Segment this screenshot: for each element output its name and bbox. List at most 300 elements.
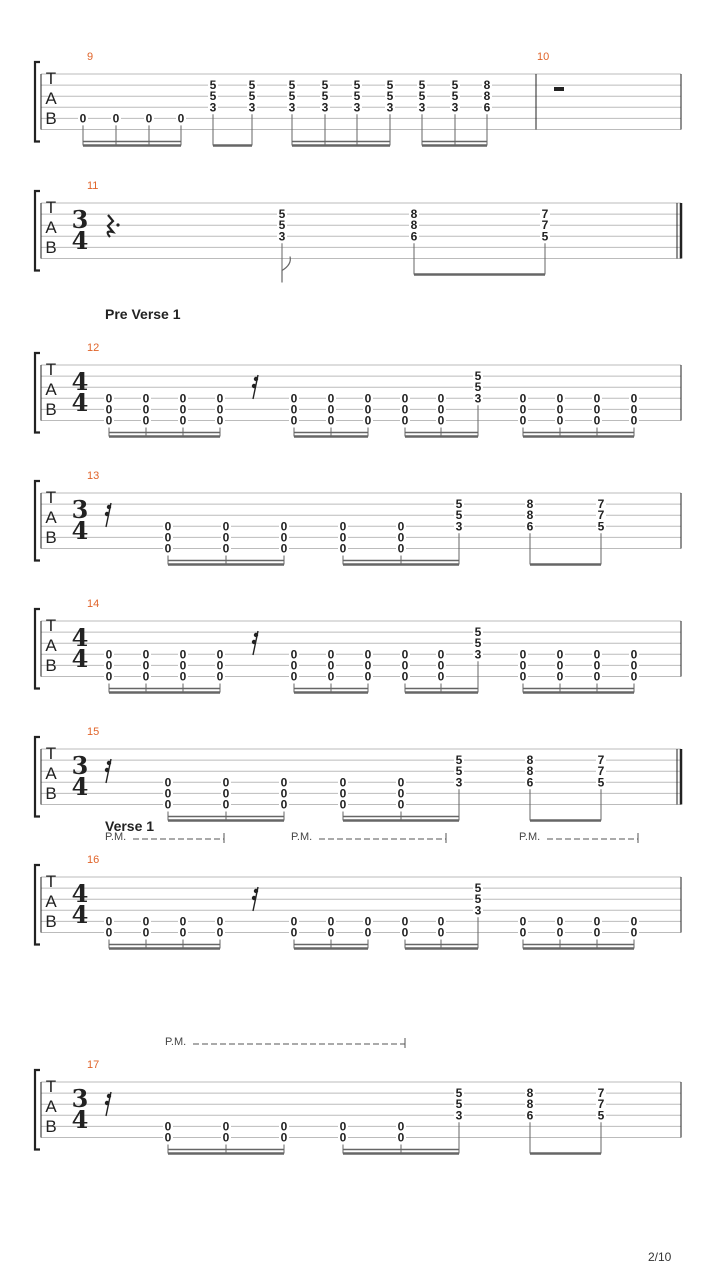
tab-clef-letter: A [45,764,57,783]
fret-number: 5 [209,89,217,104]
fret-number: 0 [216,391,224,406]
sixteenth-rest-dot [254,889,258,893]
fret-number: 0 [290,658,298,673]
fret-number: 5 [288,78,296,93]
fret-number: 0 [339,519,347,534]
fret-number: 5 [278,207,286,222]
fret-number: 5 [288,89,296,104]
fret-number: 5 [474,380,482,395]
time-signature-denominator: 4 [71,772,89,801]
measure-number: 14 [87,598,100,610]
fret-number: 0 [437,914,445,929]
sixteenth-rest-dot [254,377,258,381]
fret-number: 0 [593,391,601,406]
fret-number: 0 [556,402,564,417]
staff-system [35,353,681,437]
fret-number: 3 [474,391,482,406]
fret-number: 0 [397,1130,405,1145]
palm-mute-label: P.M. [105,831,127,843]
fret-number: 0 [364,925,372,940]
time-signature-numerator: 3 [71,205,89,234]
time-signature-numerator: 3 [71,751,89,780]
fret-number: 5 [455,508,463,523]
fret-number: 3 [353,100,361,115]
fret-number: 3 [278,229,286,244]
fret-number: 3 [248,100,256,115]
time-signature-numerator: 4 [71,623,89,652]
fret-number: 0 [327,914,335,929]
quarter-rest [108,215,113,237]
fret-number: 5 [386,89,394,104]
fret-number: 3 [418,100,426,115]
sixteenth-rest-dot [252,896,256,900]
sixteenth-rest-dot [252,640,256,644]
fret-number: 0 [401,914,409,929]
fret-number: 0 [630,669,638,684]
fret-number: 3 [321,100,329,115]
fret-number: 0 [290,402,298,417]
fret-number: 0 [519,658,527,673]
fret-number: 7 [597,508,605,523]
time-signature-denominator: 4 [71,388,89,417]
fret-number: 0 [630,925,638,940]
fret-number: 5 [321,78,329,93]
fret-number: 0 [630,413,638,428]
fret-number: 0 [630,914,638,929]
tab-clef-letter: T [45,872,57,891]
fret-number: 0 [556,658,564,673]
fret-number: 8 [526,508,534,523]
fret-number: 0 [142,925,150,940]
fret-number: 0 [216,413,224,428]
fret-number: 0 [290,647,298,662]
fret-number: 0 [164,519,172,534]
fret-number: 0 [105,413,113,428]
staff-system [35,737,681,821]
fret-number: 0 [556,914,564,929]
fret-number: 0 [216,402,224,417]
fret-number: 5 [597,519,605,534]
fret-number: 0 [519,391,527,406]
measure-number: 11 [87,180,99,192]
fret-number: 7 [597,497,605,512]
tab-clef-letter: B [45,784,57,803]
fret-number: 5 [455,1097,463,1112]
fret-number: 0 [179,391,187,406]
fret-number: 3 [386,100,394,115]
fret-number: 0 [401,669,409,684]
fret-number: 0 [280,541,288,556]
fret-number: 0 [179,658,187,673]
fret-number: 0 [437,413,445,428]
measure-number: 10 [537,51,550,63]
time-signature-numerator: 4 [71,879,89,908]
fret-number: 0 [556,391,564,406]
fret-number: 6 [526,1108,534,1123]
measure-number: 15 [87,726,100,738]
fret-number: 0 [79,111,87,126]
fret-number: 8 [526,497,534,512]
fret-number: 0 [142,647,150,662]
fret-number: 5 [597,775,605,790]
fret-number: 0 [593,669,601,684]
tab-clef-letter: T [45,69,57,88]
fret-number: 0 [216,914,224,929]
fret-number: 0 [593,658,601,673]
fret-number: 5 [418,78,426,93]
fret-number: 0 [142,658,150,673]
fret-number: 0 [280,530,288,545]
tab-clef-letter: A [45,218,57,237]
measure-number: 12 [87,342,100,354]
fret-number: 5 [455,753,463,768]
fret-number: 0 [339,530,347,545]
fret-number: 7 [541,207,549,222]
fret-number: 0 [401,925,409,940]
time-signature-numerator: 4 [71,367,89,396]
fret-number: 0 [401,647,409,662]
page-number: 2/10 [648,1250,672,1264]
fret-number: 0 [519,914,527,929]
fret-number: 0 [437,402,445,417]
time-signature-denominator: 4 [71,226,89,255]
fret-number: 0 [519,647,527,662]
fret-number: 0 [397,797,405,812]
system-bracket [35,865,40,945]
fret-number: 0 [164,1119,172,1134]
fret-number: 0 [216,925,224,940]
fret-number: 8 [526,1097,534,1112]
fret-number: 5 [353,89,361,104]
fret-number: 0 [437,647,445,662]
fret-number: 0 [339,775,347,790]
fret-number: 5 [474,636,482,651]
fret-number: 0 [593,402,601,417]
fret-number: 0 [339,1130,347,1145]
fret-number: 0 [327,647,335,662]
fret-number: 0 [364,658,372,673]
fret-number: 0 [280,775,288,790]
fret-number: 5 [455,764,463,779]
tab-clef-letter: A [45,89,57,108]
fret-number: 0 [179,914,187,929]
fret-number: 5 [474,892,482,907]
tab-clef-letter: B [45,1117,57,1136]
fret-number: 0 [556,925,564,940]
fret-number: 0 [364,413,372,428]
tab-clef-letter: T [45,360,57,379]
fret-number: 0 [630,658,638,673]
fret-number: 5 [321,89,329,104]
sixteenth-rest-dot [107,1094,111,1098]
tab-clef-letter: B [45,109,57,128]
fret-number: 0 [364,402,372,417]
fret-number: 0 [519,402,527,417]
fret-number: 0 [397,1119,405,1134]
fret-number: 5 [451,89,459,104]
fret-number: 0 [290,413,298,428]
fret-number: 7 [597,1086,605,1101]
tab-clef-letter: B [45,656,57,675]
section-title: Verse 1 [105,818,155,834]
fret-number: 0 [556,647,564,662]
fret-number: 5 [248,78,256,93]
system-bracket [35,1070,40,1150]
palm-mute-label: P.M. [165,1036,187,1048]
fret-number: 0 [556,413,564,428]
time-signature-denominator: 4 [71,644,89,673]
fret-number: 3 [474,903,482,918]
fret-number: 3 [474,647,482,662]
fret-number: 0 [179,402,187,417]
fret-number: 0 [401,391,409,406]
sixteenth-rest-dot [105,768,109,772]
fret-number: 3 [209,100,217,115]
fret-number: 0 [519,925,527,940]
fret-number: 0 [327,658,335,673]
fret-number: 0 [280,519,288,534]
fret-number: 0 [179,669,187,684]
fret-number: 3 [288,100,296,115]
sixteenth-rest-dot [105,512,109,516]
fret-number: 0 [142,413,150,428]
fret-number: 0 [142,914,150,929]
fret-number: 0 [290,914,298,929]
section-title: Pre Verse 1 [105,306,181,322]
fret-number: 0 [327,669,335,684]
fret-number: 0 [222,1130,230,1145]
fret-number: 8 [483,89,491,104]
fret-number: 3 [451,100,459,115]
palm-mute-label: P.M. [291,831,313,843]
fret-number: 0 [556,669,564,684]
fret-number: 0 [179,925,187,940]
fret-number: 0 [164,797,172,812]
fret-number: 0 [593,914,601,929]
fret-number: 0 [339,797,347,812]
fret-number: 0 [222,775,230,790]
fret-number: 0 [164,530,172,545]
fret-number: 6 [526,519,534,534]
fret-number: 0 [105,658,113,673]
fret-number: 3 [455,519,463,534]
staff-system [35,191,681,283]
fret-number: 0 [105,925,113,940]
palm-mute-label: P.M. [519,831,541,843]
fret-number: 0 [401,658,409,673]
fret-number: 0 [280,1119,288,1134]
fret-number: 8 [410,218,418,233]
fret-number: 0 [630,402,638,417]
fret-number: 0 [401,413,409,428]
fret-number: 0 [105,669,113,684]
fret-number: 5 [248,89,256,104]
measure-number: 16 [87,854,100,866]
fret-number: 0 [216,647,224,662]
system-bracket [35,609,40,689]
rest-dot [116,223,119,226]
fret-number: 0 [164,1130,172,1145]
fret-number: 5 [474,881,482,896]
sixteenth-rest-dot [252,384,256,388]
fret-number: 0 [519,669,527,684]
fret-number: 0 [179,647,187,662]
sixteenth-rest-dot [107,505,111,509]
fret-number: 5 [353,78,361,93]
time-signature-denominator: 4 [71,900,89,929]
fret-number: 5 [455,1086,463,1101]
fret-number: 0 [290,391,298,406]
fret-number: 6 [410,229,418,244]
fret-number: 0 [177,111,185,126]
fret-number: 0 [216,658,224,673]
fret-number: 0 [105,647,113,662]
staff-system [35,609,681,693]
time-signature-numerator: 3 [71,1084,89,1113]
tab-clef-letter: B [45,238,57,257]
fret-number: 0 [397,775,405,790]
fret-number: 5 [455,497,463,512]
fret-number: 0 [437,658,445,673]
fret-number: 0 [397,519,405,534]
fret-number: 0 [164,775,172,790]
fret-number: 0 [327,391,335,406]
time-signature-denominator: 4 [71,1105,89,1134]
fret-number: 8 [526,1086,534,1101]
fret-number: 0 [142,402,150,417]
fret-number: 5 [278,218,286,233]
sixteenth-rest-dot [254,633,258,637]
fret-number: 0 [327,402,335,417]
fret-number: 0 [145,111,153,126]
staff-system [35,481,681,565]
tab-clef-letter: A [45,380,57,399]
system-bracket [35,481,40,561]
fret-number: 3 [455,775,463,790]
tab-clef-letter: T [45,198,57,217]
fret-number: 5 [209,78,217,93]
tab-clef-letter: A [45,508,57,527]
fret-number: 0 [164,786,172,801]
tab-clef-letter: T [45,488,57,507]
sixteenth-rest-dot [105,1101,109,1105]
fret-number: 0 [142,391,150,406]
fret-number: 0 [339,1119,347,1134]
measure-number: 17 [87,1059,100,1071]
fret-number: 0 [364,914,372,929]
tab-clef-letter: T [45,1077,57,1096]
tab-clef-letter: A [45,892,57,911]
fret-number: 0 [437,925,445,940]
tab-clef-letter: T [45,744,57,763]
staff-system [35,833,681,949]
fret-number: 6 [483,100,491,115]
fret-number: 5 [597,1108,605,1123]
measure-number: 13 [87,470,100,482]
fret-number: 0 [327,925,335,940]
fret-number: 0 [105,391,113,406]
system-bracket [35,353,40,433]
fret-number: 8 [526,764,534,779]
fret-number: 0 [222,1119,230,1134]
fret-number: 0 [280,786,288,801]
system-bracket [35,737,40,817]
fret-number: 0 [630,647,638,662]
fret-number: 0 [222,519,230,534]
fret-number: 0 [401,402,409,417]
fret-number: 0 [437,669,445,684]
tab-clef-letter: B [45,912,57,931]
fret-number: 0 [397,786,405,801]
fret-number: 5 [474,625,482,640]
fret-number: 7 [597,1097,605,1112]
measure-number: 9 [87,51,94,63]
tab-clef-letter: B [45,400,57,419]
fret-number: 0 [222,786,230,801]
fret-number: 8 [410,207,418,222]
fret-number: 0 [437,391,445,406]
tab-clef-letter: B [45,528,57,547]
fret-number: 0 [280,1130,288,1145]
fret-number: 0 [280,797,288,812]
fret-number: 0 [222,541,230,556]
fret-number: 0 [105,914,113,929]
fret-number: 8 [483,78,491,93]
tab-clef-letter: A [45,1097,57,1116]
fret-number: 7 [597,753,605,768]
fret-number: 0 [222,530,230,545]
fret-number: 0 [290,925,298,940]
note-flag [282,257,290,283]
time-signature-numerator: 3 [71,495,89,524]
system-bracket [35,191,40,271]
fret-number: 0 [593,413,601,428]
staff-system [35,1038,681,1154]
fret-number: 0 [364,391,372,406]
tab-clef-letter: T [45,616,57,635]
system-bracket [35,62,40,142]
fret-number: 0 [519,413,527,428]
fret-number: 0 [630,391,638,406]
fret-number: 0 [290,669,298,684]
fret-number: 0 [179,413,187,428]
fret-number: 6 [526,775,534,790]
fret-number: 3 [455,1108,463,1123]
fret-number: 8 [526,753,534,768]
fret-number: 7 [597,764,605,779]
tab-clef-letter: A [45,636,57,655]
fret-number: 0 [142,669,150,684]
fret-number: 0 [164,541,172,556]
fret-number: 0 [327,413,335,428]
fret-number: 0 [216,669,224,684]
fret-number: 0 [222,797,230,812]
fret-number: 0 [593,925,601,940]
fret-number: 5 [474,369,482,384]
fret-number: 5 [386,78,394,93]
fret-number: 0 [339,541,347,556]
fret-number: 0 [339,786,347,801]
fret-number: 7 [541,218,549,233]
fret-number: 0 [364,669,372,684]
fret-number: 0 [105,402,113,417]
fret-number: 0 [364,647,372,662]
sixteenth-rest-dot [107,761,111,765]
time-signature-denominator: 4 [71,516,89,545]
fret-number: 5 [418,89,426,104]
fret-number: 5 [451,78,459,93]
fret-number: 0 [397,541,405,556]
